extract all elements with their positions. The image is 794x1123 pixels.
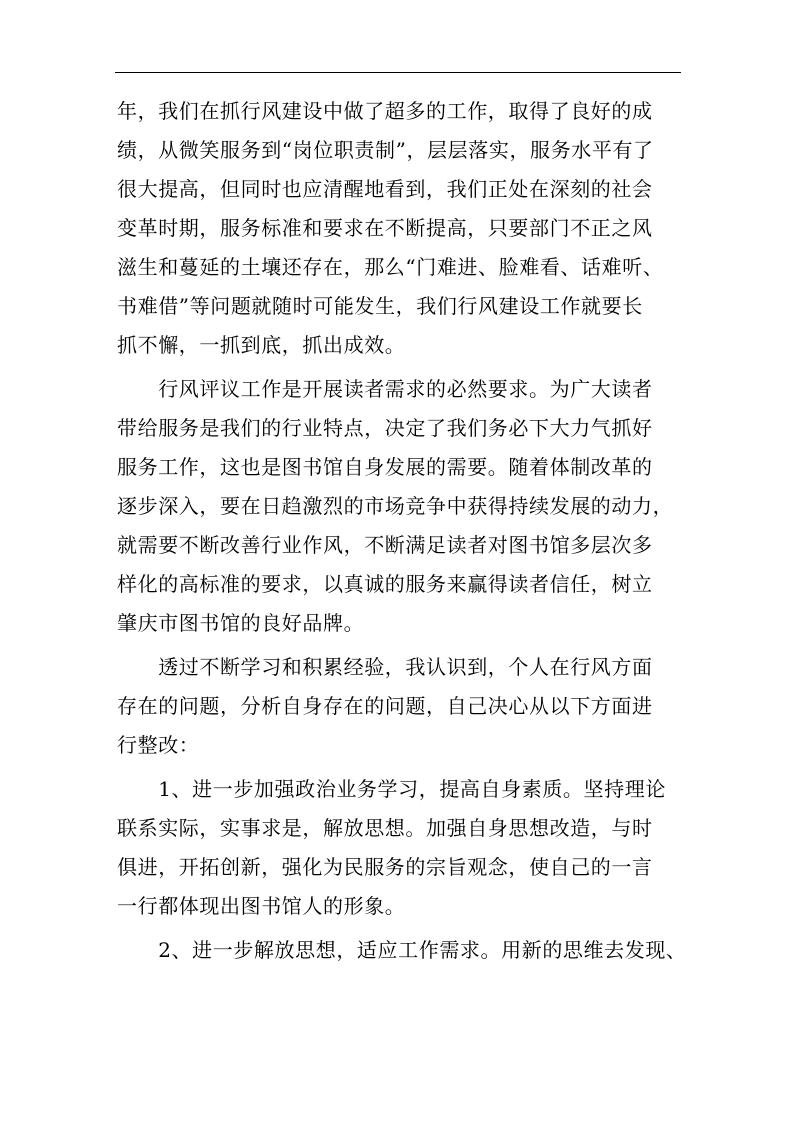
- text-line: 书难借”等问题就随时可能发生，我们行风建设工作就要长: [117, 294, 643, 318]
- document-body: [117, 92, 687, 970]
- paragraph: [117, 370, 683, 643]
- text-line: 行整改：: [117, 733, 200, 757]
- text-line: 肇庆市图书馆的良好品牌。: [117, 611, 365, 635]
- paragraph: [117, 92, 683, 365]
- paragraph: [117, 931, 687, 970]
- text-line: 2、进一步解放思想，适应工作需求。用新的思维去发现、: [117, 938, 687, 962]
- header-rule: [115, 72, 681, 73]
- text-line: 带给服务是我们的行业特点，决定了我们务必下大力气抓好: [117, 416, 653, 440]
- text-line: 1、进一步加强政治业务学习，提高自身素质。坚持理论: [117, 777, 666, 801]
- text-line: 绩，从微笑服务到“岗位职责制”，层层落实，服务水平有了: [117, 138, 654, 162]
- text-line: 行风评议工作是开展读者需求的必然要求。为广大读者: [117, 377, 653, 401]
- text-line: 就需要不断改善行业作风，不断满足读者对图书馆多层次多: [117, 533, 653, 557]
- text-line: 透过不断学习和积累经验，我认识到，个人在行风方面: [117, 655, 653, 679]
- text-line: 存在的问题，分析自身存在的问题，自己决心从以下方面进: [117, 694, 653, 718]
- text-line: 变革时期，服务标准和要求在不断提高，只要部门不正之风: [117, 216, 653, 240]
- text-line: 联系实际，实事求是，解放思想。加强自身思想改造，与时: [117, 816, 653, 840]
- text-line: 一行都体现出图书馆人的形象。: [117, 894, 406, 918]
- paragraph: [117, 770, 683, 926]
- text-line: 很大提高，但同时也应清醒地看到，我们正处在深刻的社会: [117, 177, 653, 201]
- paragraph: [117, 648, 683, 765]
- text-line: 俱进，开拓创新，强化为民服务的宗旨观念，使自己的一言: [117, 855, 653, 879]
- text-line: 抓不懈，一抓到底，抓出成效。: [117, 333, 406, 357]
- text-line: 滋生和蔓延的土壤还存在，那么“门难进、脸难看、话难听、: [117, 255, 664, 279]
- text-line: 服务工作，这也是图书馆自身发展的需要。随着体制改革的: [117, 455, 653, 479]
- text-line: 样化的高标准的要求，以真诚的服务来赢得读者信任，树立: [117, 572, 653, 596]
- text-line: 年，我们在抓行风建设中做了超多的工作，取得了良好的成: [117, 99, 653, 123]
- text-line: 逐步深入，要在日趋激烈的市场竞争中获得持续发展的动力，: [117, 494, 674, 518]
